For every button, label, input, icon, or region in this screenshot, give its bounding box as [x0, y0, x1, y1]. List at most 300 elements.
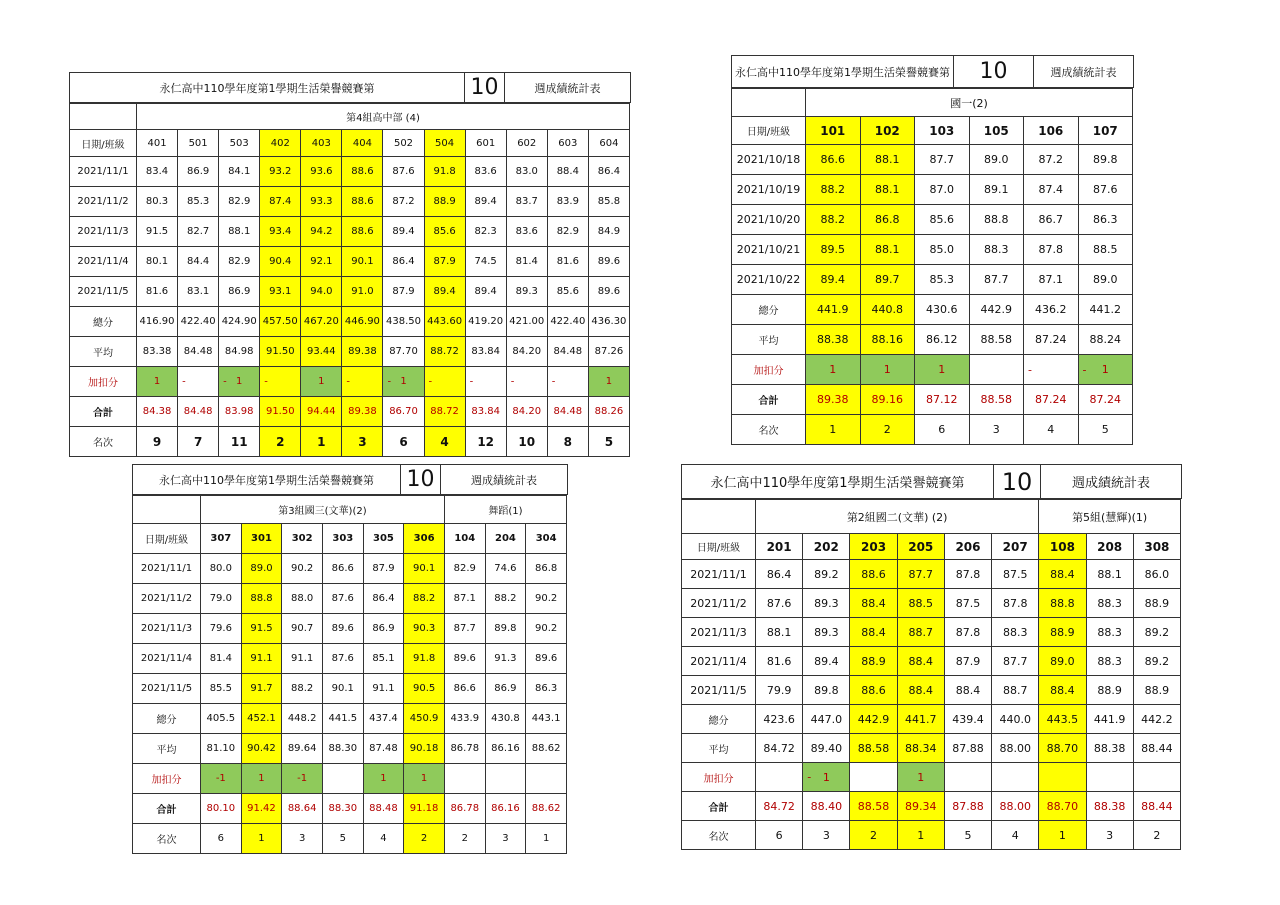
- score-cell: 90.2: [282, 554, 323, 584]
- total-cell: 421.00: [506, 307, 547, 337]
- class-header: 201: [756, 534, 803, 560]
- week-number: 10: [994, 465, 1041, 499]
- sheet-title-suffix: 週成績統計表: [1041, 465, 1182, 499]
- adjust-cell: [201, 764, 242, 794]
- total-label: 總分: [70, 307, 137, 337]
- average-cell: 86.16: [485, 734, 526, 764]
- average-cell: 84.20: [506, 337, 547, 367]
- average-cell: 88.70: [1039, 734, 1086, 763]
- table-row: [682, 618, 1181, 647]
- score-cell: 87.5: [992, 560, 1039, 589]
- class-header: 502: [383, 130, 424, 157]
- total-cell: 439.4: [944, 705, 991, 734]
- table-row: [682, 676, 1181, 705]
- adjust-cell: [301, 367, 342, 397]
- class-header: 604: [588, 130, 629, 157]
- average-label: 平均: [732, 325, 806, 355]
- group-label: 第3組國三(文華)(2): [201, 496, 445, 524]
- score-cell: 86.3: [1078, 205, 1133, 235]
- class-header: 207: [992, 534, 1039, 560]
- rank-cell: 2: [444, 824, 485, 854]
- score-cell: 87.6: [756, 589, 803, 618]
- total-cell: 441.5: [322, 704, 363, 734]
- score-cell: 88.7: [897, 618, 944, 647]
- total-label: 總分: [682, 705, 756, 734]
- adjust-dash: -: [387, 376, 392, 387]
- table-row: [682, 560, 1181, 589]
- score-cell: 81.6: [137, 277, 178, 307]
- adjust-cell: [803, 763, 850, 792]
- score-cell: 88.8: [241, 584, 282, 614]
- class-header: 404: [342, 130, 383, 157]
- score-cell: 86.6: [322, 554, 363, 584]
- score-cell: 80.1: [137, 247, 178, 277]
- score-cell: 86.6: [806, 145, 861, 175]
- adjust-value: -1: [297, 773, 308, 784]
- score-cell: 91.0: [342, 277, 383, 307]
- total-cell: 422.40: [547, 307, 588, 337]
- score-cell: 90.5: [404, 674, 445, 704]
- adjust-cell: [363, 764, 404, 794]
- score-cell: 93.3: [301, 187, 342, 217]
- adjust-cell: [969, 355, 1024, 385]
- score-cell: 90.2: [526, 584, 567, 614]
- rank-cell: 8: [547, 427, 588, 457]
- table-row: [732, 175, 1133, 205]
- score-cell: 90.2: [526, 614, 567, 644]
- table-row: [133, 554, 567, 584]
- date-label: 2021/10/21: [732, 235, 806, 265]
- rank-label: 名次: [133, 824, 201, 854]
- sum-cell: 88.26: [588, 397, 629, 427]
- adjust-cell: [992, 763, 1039, 792]
- class-header: 305: [363, 524, 404, 554]
- score-cell: 87.8: [992, 589, 1039, 618]
- total-row: [732, 295, 1133, 325]
- rank-cell: 2: [260, 427, 301, 457]
- total-cell: 467.20: [301, 307, 342, 337]
- rank-cell: 5: [588, 427, 629, 457]
- average-cell: 90.42: [241, 734, 282, 764]
- total-cell: 424.90: [219, 307, 260, 337]
- score-cell: 87.7: [444, 614, 485, 644]
- total-cell: 441.7: [897, 705, 944, 734]
- total-cell: 422.40: [178, 307, 219, 337]
- date-label: 2021/11/5: [133, 674, 201, 704]
- total-cell: 442.2: [1133, 705, 1180, 734]
- adjust-label: 加扣分: [70, 367, 137, 397]
- adjust-cell: [860, 355, 915, 385]
- adjust-label: 加扣分: [682, 763, 756, 792]
- total-cell: 442.9: [969, 295, 1024, 325]
- date-label: 2021/11/1: [682, 560, 756, 589]
- average-label: 平均: [70, 337, 137, 367]
- total-cell: 443.1: [526, 704, 567, 734]
- table-row: [133, 644, 567, 674]
- sum-label: 合計: [70, 397, 137, 427]
- adjust-label: 加扣分: [133, 764, 201, 794]
- sum-cell: 91.50: [260, 397, 301, 427]
- adjust-value: 1: [938, 363, 946, 376]
- score-cell: 82.9: [547, 217, 588, 247]
- header-label: 日期/班級: [133, 524, 201, 554]
- score-cell: 89.6: [322, 614, 363, 644]
- week-number: 10: [954, 56, 1034, 88]
- adjust-value: 1: [318, 376, 325, 387]
- adjust-cell: [897, 763, 944, 792]
- rank-cell: 6: [201, 824, 242, 854]
- total-cell: 457.50: [260, 307, 301, 337]
- adjust-cell: [465, 367, 506, 397]
- score-cell: 91.1: [282, 644, 323, 674]
- score-cell: 89.7: [860, 265, 915, 295]
- class-header: 302: [282, 524, 323, 554]
- total-cell: 405.5: [201, 704, 242, 734]
- total-cell: 450.9: [404, 704, 445, 734]
- class-header: 101: [806, 117, 861, 145]
- sum-cell: 89.38: [342, 397, 383, 427]
- score-cell: 88.4: [1039, 676, 1086, 705]
- score-cell: 89.0: [1078, 265, 1133, 295]
- score-cell: 88.1: [219, 217, 260, 247]
- score-cell: 83.9: [547, 187, 588, 217]
- sum-cell: 91.42: [241, 794, 282, 824]
- sum-cell: 84.38: [137, 397, 178, 427]
- class-header: 202: [803, 534, 850, 560]
- sum-cell: 88.40: [803, 792, 850, 821]
- adjust-value: 1: [380, 773, 387, 784]
- score-cell: 87.9: [383, 277, 424, 307]
- score-cell: 88.6: [850, 560, 897, 589]
- group-label: 第5組(慧輝)(1): [1039, 500, 1181, 534]
- score-cell: 87.2: [1024, 145, 1079, 175]
- average-label: 平均: [133, 734, 201, 764]
- score-cell: 89.6: [444, 644, 485, 674]
- average-cell: 89.64: [282, 734, 323, 764]
- score-cell: 86.8: [526, 554, 567, 584]
- total-cell: 441.2: [1078, 295, 1133, 325]
- score-cell: 93.2: [260, 157, 301, 187]
- score-cell: 83.0: [506, 157, 547, 187]
- score-cell: 82.9: [219, 187, 260, 217]
- table-row: [70, 187, 630, 217]
- rank-cell: 3: [803, 821, 850, 850]
- score-cell: 88.4: [944, 676, 991, 705]
- score-cell: 87.1: [444, 584, 485, 614]
- adjust-value: 1: [400, 376, 407, 387]
- rank-cell: 5: [1078, 415, 1133, 445]
- average-cell: 84.48: [178, 337, 219, 367]
- score-cell: 93.6: [301, 157, 342, 187]
- blank-cell: [732, 89, 806, 117]
- score-cell: 82.9: [444, 554, 485, 584]
- score-cell: 88.3: [992, 618, 1039, 647]
- average-cell: 84.48: [547, 337, 588, 367]
- total-cell: 448.2: [282, 704, 323, 734]
- rank-cell: 6: [915, 415, 970, 445]
- score-cell: 93.4: [260, 217, 301, 247]
- table-row: [682, 647, 1181, 676]
- score-cell: 86.6: [444, 674, 485, 704]
- class-header: 306: [404, 524, 445, 554]
- score-cell: 88.9: [1133, 589, 1180, 618]
- table-row: [133, 674, 567, 704]
- class-header: 103: [915, 117, 970, 145]
- adjust-cell: [588, 367, 629, 397]
- sheet-title: 永仁高中110學年度第1學期生活榮譽競賽第: [133, 465, 401, 495]
- score-cell: 88.7: [992, 676, 1039, 705]
- score-cell: 84.1: [219, 157, 260, 187]
- score-cell: 86.7: [1024, 205, 1079, 235]
- sum-label: 合計: [732, 385, 806, 415]
- adjust-row: [133, 764, 567, 794]
- rank-cell: 1: [526, 824, 567, 854]
- score-cell: 84.4: [178, 247, 219, 277]
- score-cell: 88.9: [1086, 676, 1133, 705]
- class-header: 203: [850, 534, 897, 560]
- score-cell: 89.8: [1078, 145, 1133, 175]
- header-label: 日期/班級: [682, 534, 756, 560]
- score-cell: 88.2: [806, 205, 861, 235]
- score-cell: 86.4: [383, 247, 424, 277]
- total-cell: 423.6: [756, 705, 803, 734]
- class-header: 308: [1133, 534, 1180, 560]
- sum-cell: 86.16: [485, 794, 526, 824]
- sum-cell: 87.24: [1024, 385, 1079, 415]
- date-label: 2021/11/5: [70, 277, 137, 307]
- class-header: 105: [969, 117, 1024, 145]
- score-sheet-grade-7: [731, 55, 1133, 445]
- average-row: [732, 325, 1133, 355]
- adjust-cell: [944, 763, 991, 792]
- score-cell: 89.2: [1133, 618, 1180, 647]
- total-cell: 440.8: [860, 295, 915, 325]
- adjust-cell: [1024, 355, 1079, 385]
- score-cell: 88.1: [1086, 560, 1133, 589]
- group-label: 第4組高中部 (4): [137, 104, 630, 130]
- rank-cell: 3: [969, 415, 1024, 445]
- score-cell: 82.9: [219, 247, 260, 277]
- adjust-dash: -: [428, 376, 433, 387]
- adjust-cell: [342, 367, 383, 397]
- total-cell: 443.60: [424, 307, 465, 337]
- adjust-dash: -: [551, 376, 556, 387]
- rank-cell: 5: [944, 821, 991, 850]
- score-cell: 74.5: [465, 247, 506, 277]
- adjust-cell: [1133, 763, 1180, 792]
- header-label: 日期/班級: [732, 117, 806, 145]
- score-cell: 88.6: [850, 676, 897, 705]
- table-row: [70, 217, 630, 247]
- class-header: 401: [137, 130, 178, 157]
- score-cell: 87.0: [915, 175, 970, 205]
- total-cell: 436.2: [1024, 295, 1079, 325]
- score-cell: 88.1: [860, 235, 915, 265]
- score-cell: 91.1: [241, 644, 282, 674]
- score-cell: 89.4: [383, 217, 424, 247]
- adjust-value: 1: [822, 770, 830, 784]
- adjust-value: 1: [258, 773, 265, 784]
- score-cell: 91.1: [363, 674, 404, 704]
- average-cell: 84.72: [756, 734, 803, 763]
- score-cell: 91.5: [241, 614, 282, 644]
- score-cell: 87.7: [915, 145, 970, 175]
- score-cell: 90.1: [322, 674, 363, 704]
- sum-cell: 84.48: [178, 397, 219, 427]
- score-cell: 86.9: [363, 614, 404, 644]
- class-header: 208: [1086, 534, 1133, 560]
- sum-label: 合計: [682, 792, 756, 821]
- score-cell: 88.2: [282, 674, 323, 704]
- score-cell: 89.2: [1133, 647, 1180, 676]
- score-cell: 88.2: [806, 175, 861, 205]
- adjust-cell: [547, 367, 588, 397]
- rank-cell: 4: [1024, 415, 1079, 445]
- score-cell: 80.0: [201, 554, 242, 584]
- class-header: 104: [444, 524, 485, 554]
- total-row: [682, 705, 1181, 734]
- score-cell: 88.0: [282, 584, 323, 614]
- sum-row: [133, 794, 567, 824]
- date-label: 2021/11/4: [133, 644, 201, 674]
- rank-cell: 2: [404, 824, 445, 854]
- rank-cell: 1: [241, 824, 282, 854]
- rank-row: [133, 824, 567, 854]
- class-header: 403: [301, 130, 342, 157]
- rank-cell: 3: [1086, 821, 1133, 850]
- score-cell: 88.3: [1086, 647, 1133, 676]
- week-number: 10: [401, 465, 441, 495]
- date-label: 2021/11/2: [133, 584, 201, 614]
- adjust-cell: [137, 367, 178, 397]
- score-cell: 83.4: [137, 157, 178, 187]
- group-label: 舞蹈(1): [444, 496, 566, 524]
- score-table: [681, 499, 1181, 850]
- date-label: 2021/11/3: [682, 618, 756, 647]
- score-cell: 87.8: [1024, 235, 1079, 265]
- score-cell: 88.6: [342, 187, 383, 217]
- adjust-cell: [260, 367, 301, 397]
- rank-cell: 1: [897, 821, 944, 850]
- sum-cell: 88.62: [526, 794, 567, 824]
- average-cell: 89.38: [342, 337, 383, 367]
- adjust-dash: -: [469, 376, 474, 387]
- total-cell: 419.20: [465, 307, 506, 337]
- score-table: [132, 495, 567, 854]
- score-cell: 89.0: [1039, 647, 1086, 676]
- score-cell: 84.9: [588, 217, 629, 247]
- sheet-title: 永仁高中110學年度第1學期生活榮譽競賽第: [682, 465, 994, 499]
- score-cell: 87.5: [944, 589, 991, 618]
- total-cell: 440.0: [992, 705, 1039, 734]
- blank-cell: [70, 104, 137, 130]
- total-cell: 437.4: [363, 704, 404, 734]
- date-label: 2021/11/1: [133, 554, 201, 584]
- score-cell: 92.1: [301, 247, 342, 277]
- average-cell: 88.34: [897, 734, 944, 763]
- score-cell: 89.5: [806, 235, 861, 265]
- sum-cell: 87.88: [944, 792, 991, 821]
- score-cell: 85.6: [915, 205, 970, 235]
- adjust-cell: [219, 367, 260, 397]
- score-cell: 85.8: [588, 187, 629, 217]
- score-cell: 83.7: [506, 187, 547, 217]
- class-header: 307: [201, 524, 242, 554]
- class-header: 106: [1024, 117, 1079, 145]
- score-cell: 86.0: [1133, 560, 1180, 589]
- score-cell: 87.1: [1024, 265, 1079, 295]
- score-cell: 88.5: [897, 589, 944, 618]
- score-cell: 87.9: [424, 247, 465, 277]
- sheet-title: 永仁高中110學年度第1學期生活榮譽競賽第: [70, 73, 465, 103]
- class-header: 304: [526, 524, 567, 554]
- sum-cell: 89.34: [897, 792, 944, 821]
- blank-cell: [682, 500, 756, 534]
- score-cell: 93.1: [260, 277, 301, 307]
- average-cell: 88.38: [1086, 734, 1133, 763]
- adjust-value: 1: [153, 376, 161, 387]
- adjust-dash: -: [807, 770, 812, 784]
- score-cell: 89.4: [465, 187, 506, 217]
- score-cell: 94.2: [301, 217, 342, 247]
- rank-cell: 6: [756, 821, 803, 850]
- total-cell: 441.9: [806, 295, 861, 325]
- average-cell: 87.70: [383, 337, 424, 367]
- sum-cell: 88.44: [1133, 792, 1180, 821]
- score-cell: 90.3: [404, 614, 445, 644]
- adjust-cell: [383, 367, 424, 397]
- table-row: [133, 584, 567, 614]
- sum-cell: 88.64: [282, 794, 323, 824]
- score-cell: 91.8: [404, 644, 445, 674]
- average-cell: 87.48: [363, 734, 404, 764]
- rank-cell: 1: [1039, 821, 1086, 850]
- score-cell: 90.1: [404, 554, 445, 584]
- date-label: 2021/11/4: [682, 647, 756, 676]
- adjust-cell: [506, 367, 547, 397]
- score-cell: 79.9: [756, 676, 803, 705]
- class-header: 504: [424, 130, 465, 157]
- score-cell: 88.5: [1078, 235, 1133, 265]
- rank-label: 名次: [70, 427, 137, 457]
- sum-cell: 94.44: [301, 397, 342, 427]
- date-label: 2021/11/2: [70, 187, 137, 217]
- score-cell: 85.0: [915, 235, 970, 265]
- sheet-title-suffix: 週成績統計表: [505, 73, 631, 103]
- score-cell: 91.3: [485, 644, 526, 674]
- date-label: 2021/10/22: [732, 265, 806, 295]
- adjust-value: 1: [883, 363, 891, 376]
- sum-cell: 80.10: [201, 794, 242, 824]
- average-cell: 88.00: [992, 734, 1039, 763]
- score-cell: 94.0: [301, 277, 342, 307]
- rank-label: 名次: [682, 821, 756, 850]
- score-cell: 88.3: [969, 235, 1024, 265]
- score-cell: 91.7: [241, 674, 282, 704]
- score-cell: 89.0: [241, 554, 282, 584]
- average-cell: 93.44: [301, 337, 342, 367]
- average-cell: 88.72: [424, 337, 465, 367]
- table-row: [682, 589, 1181, 618]
- total-cell: 441.9: [1086, 705, 1133, 734]
- rank-row: [70, 427, 630, 457]
- average-cell: 91.50: [260, 337, 301, 367]
- score-cell: 87.7: [992, 647, 1039, 676]
- total-cell: 447.0: [803, 705, 850, 734]
- score-cell: 89.4: [465, 277, 506, 307]
- total-cell: 430.8: [485, 704, 526, 734]
- average-cell: 88.58: [969, 325, 1024, 355]
